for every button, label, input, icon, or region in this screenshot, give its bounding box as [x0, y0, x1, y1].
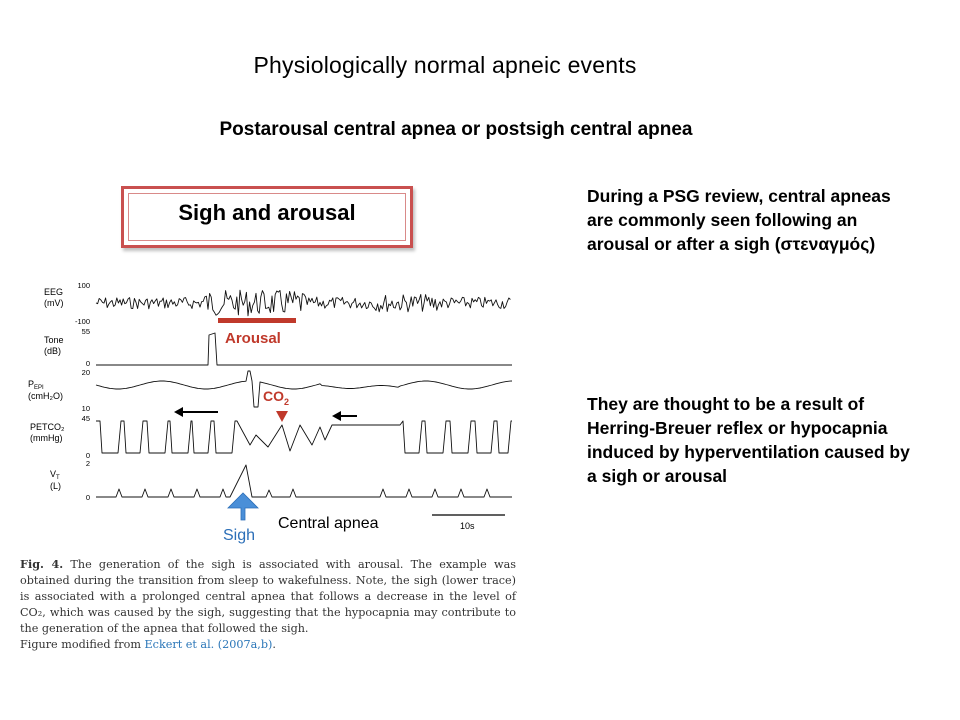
eeg-trace	[96, 290, 510, 316]
pepi-scale-bottom: 10	[81, 404, 90, 413]
slide-subtitle: Postarousal central apnea or postsigh central apnea	[219, 119, 693, 140]
co2-label: $CO_2$	[263, 388, 290, 407]
caption-source: Figure modified from Eckert et al. (2007a,b).	[20, 638, 276, 651]
pepi-scale-top: 20	[81, 368, 90, 377]
panel-title: Sigh and arousal	[178, 200, 356, 225]
pepi-label: $P_{EPI}$	[28, 379, 44, 391]
pepi-trace	[96, 371, 512, 407]
central-apnea-label: Central apnea	[278, 515, 379, 532]
sigh-label: Sigh	[223, 527, 256, 544]
petco2-arrows	[174, 407, 357, 421]
scale-numbers	[75, 281, 90, 502]
tone-unit: (dB)	[44, 346, 62, 356]
eeg-label: EEG	[44, 287, 64, 297]
caption-text: The generation of the sigh is associated with arousal. The example was obtained during the transition from sleep to wakefulness. Note, the sigh (lower trace) is associated with a prolonged central apnea that follows a decrease in the level of CO₂, which was caused by the sigh, suggesting that the hypocapnia may contribute to the generation of the apnea that followed the sigh.	[20, 558, 516, 635]
caption-body	[20, 556, 516, 637]
eeg-scale-top: 100	[77, 281, 90, 290]
vt-label: $V_T$	[50, 469, 60, 481]
eeg-scale-bottom: -100	[74, 317, 90, 326]
tone-scale-top: 55	[81, 327, 90, 336]
arousal-label: Arousal	[225, 330, 281, 347]
co2-subscript: 2	[284, 397, 290, 407]
caption-reference-link[interactable]: Eckert et al. (2007a,b)	[144, 638, 273, 651]
figure-caption	[20, 556, 516, 653]
eeg-unit: (mV)	[44, 298, 64, 308]
caption-fig-label: Fig. 4.	[20, 557, 64, 571]
time-scale-label: 10s	[460, 521, 475, 531]
petco2-unit: (mmHg)	[30, 433, 63, 443]
arousal-bar	[218, 318, 296, 323]
right-paragraph-1: During a PSG review, central apneas are commonly seen following an arousal or after a sigh (στεναγμός)	[587, 186, 891, 254]
tone-label: Tone	[44, 335, 64, 345]
vt-unit: (L)	[50, 481, 61, 491]
polysomnography-figure	[20, 275, 520, 550]
slide-title: Physiologically normal apneic events	[253, 52, 637, 78]
vt-scale-bottom: 0	[85, 493, 90, 502]
vt-scale-top: 2	[85, 459, 90, 468]
co2-down-arrow	[276, 411, 288, 422]
vt-subscript: T	[56, 475, 60, 481]
panel-title-box	[121, 186, 413, 248]
tone-scale-bottom: 0	[85, 359, 90, 368]
tone-trace	[96, 333, 512, 365]
petco2-trace	[96, 421, 512, 453]
vt-trace	[96, 465, 512, 497]
pepi-subscript: EPI	[34, 385, 44, 391]
channel-labels	[28, 287, 65, 491]
pepi-unit: (cmH₂O)	[28, 391, 63, 401]
petco2-scale-top: 45	[81, 414, 90, 423]
right-paragraph-2: They are thought to be a result of Herring-Breuer reflex or hypocapnia induced by hyperventilation caused by a sigh or arousal	[587, 394, 910, 486]
petco2-label: PETCO₂	[30, 422, 65, 432]
petco2-scale-bottom: 0	[85, 451, 90, 460]
